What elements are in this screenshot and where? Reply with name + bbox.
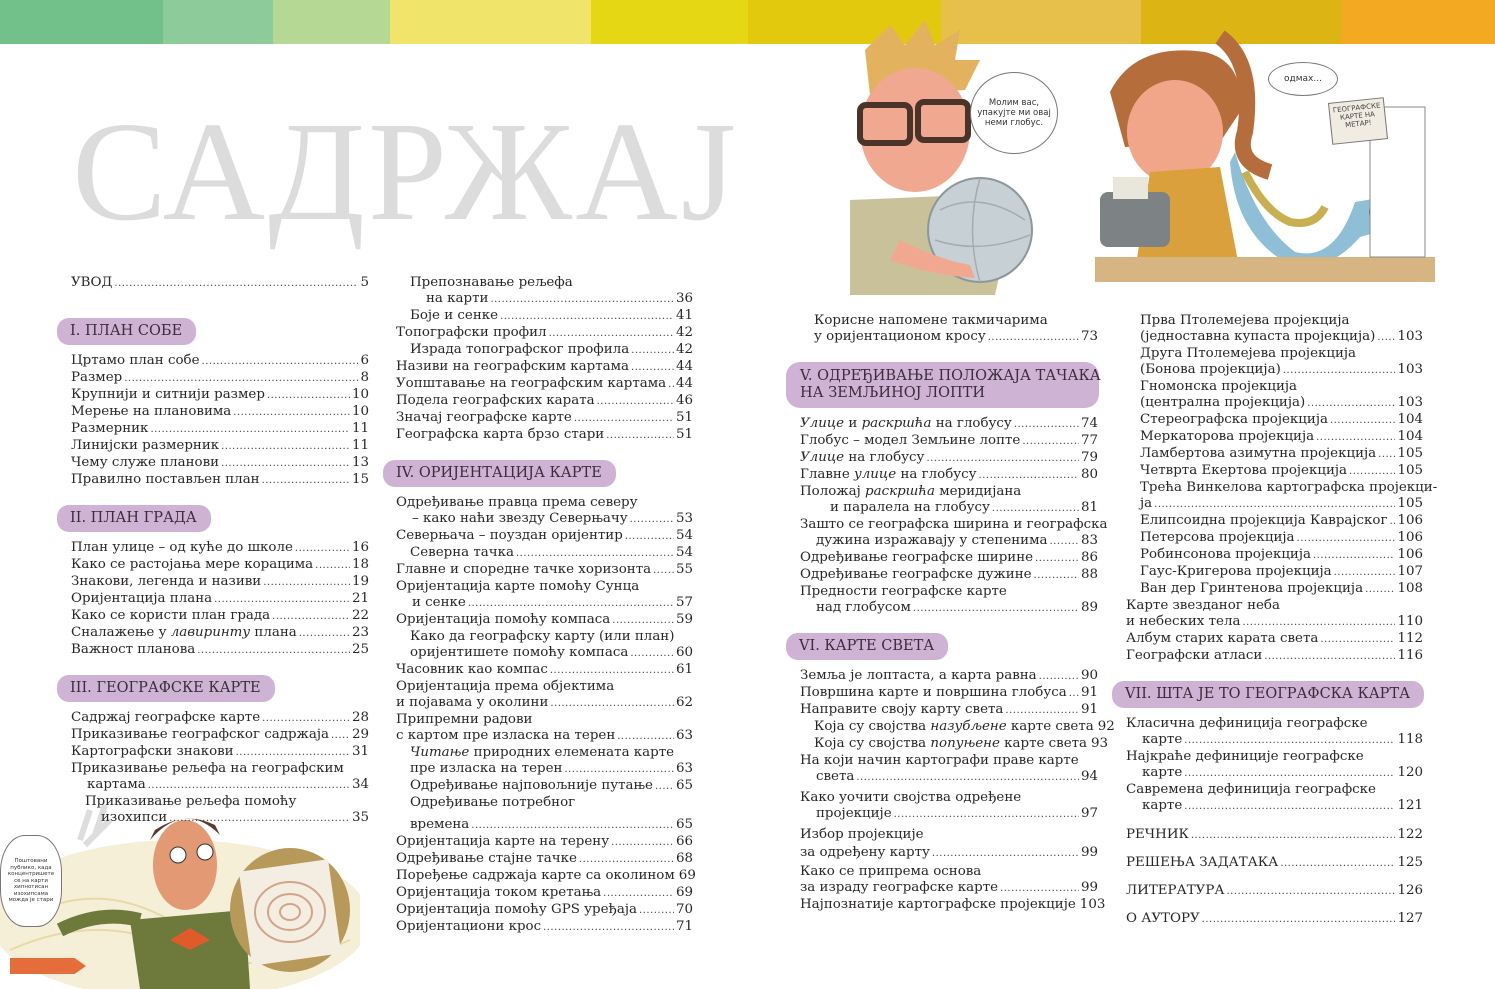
section-header-7: VII. ШТА ЈЕ ТО ГЕОГРАФСКА КАРТА — [1112, 681, 1424, 708]
toc-entry[interactable]: пре изласка на терен ..... 63 — [396, 761, 693, 778]
boy-with-globe-illustration — [830, 20, 1100, 295]
toc-entry[interactable]: пројекције ..... 97 — [800, 806, 1098, 823]
toc-entry[interactable]: (Бонова пројекција) ..... 103 — [1126, 362, 1423, 379]
toc-entry-line[interactable]: Приказивање рељефа на географским — [71, 761, 344, 776]
toc-column-2 — [396, 275, 696, 936]
toc-entry-line[interactable]: Карте звезданог неба — [1126, 598, 1280, 613]
toc-entry[interactable]: Сналажење у лавиринту плана ..... 23 — [71, 625, 369, 642]
toc-entry[interactable]: Важност планова ..... 25 — [71, 642, 369, 659]
toc-entry[interactable]: Цртамо план собе ..... 6 — [71, 353, 369, 370]
toc-entry-line[interactable]: Како уочити својства одређене — [800, 790, 1022, 805]
toc-entry[interactable]: Ван дер Гринтенова пројекција ..... 108 — [1126, 581, 1423, 598]
toc-column-1 — [71, 275, 369, 827]
toc-entry-glossary[interactable]: РЕЧНИК ..... 122 — [1126, 827, 1423, 844]
shop-sign: ГЕОГРАФСКЕ КАРТЕ НА МЕТАР! — [1328, 97, 1388, 145]
toc-entry[interactable]: Часовник као компас ..... 61 — [396, 662, 693, 679]
toc-entry[interactable]: Размер ..... 8 — [71, 370, 369, 387]
toc-column-4 — [1125, 313, 1438, 928]
toc-entry-line[interactable]: Како да географску карту (или план) — [410, 629, 675, 644]
toc-entry[interactable]: Топографски профил ..... 42 — [396, 325, 693, 342]
toc-entry[interactable]: и паралела на глобусу ..... 81 — [800, 500, 1098, 517]
toc-entry[interactable]: Израда топографског профила ..... 42 — [396, 342, 693, 359]
toc-entry[interactable]: над глобусом ..... 89 — [800, 600, 1098, 617]
toc-entry[interactable]: Оријентација помоћу GPS уређаја ..... 70 — [396, 902, 693, 919]
toc-entry[interactable]: Која су својства попуњене карте света 93 — [814, 736, 1109, 751]
toc-entry-about-author[interactable]: О АУТОРУ ..... 127 — [1126, 911, 1423, 928]
toc-entry[interactable]: Подела географских карата ..... 46 — [396, 393, 693, 410]
toc-entry[interactable]: Северњача – поуздан оријентир ..... 54 — [396, 528, 693, 545]
section-header-4: IV. ОРИЈЕНТАЦИЈА КАРТЕ — [383, 460, 616, 487]
toc-entry-line[interactable]: Друга Птолемејева пројекција — [1140, 346, 1357, 361]
professor-speech-bubble: Поштовани публико, када концентришете се на карти хипнотисан изохипсама можда је стари — [0, 835, 62, 927]
toc-entry[interactable]: Оријентација плана ..... 21 — [71, 591, 369, 608]
toc-entry[interactable]: Албум старих карата света ..... 112 — [1126, 631, 1423, 648]
toc-entry[interactable]: Картографски знакови ..... 31 — [71, 744, 369, 761]
toc-entry[interactable]: План улице – од куће до школе ..... 16 — [71, 540, 369, 557]
section-header-2: II. ПЛАН ГРАДА — [57, 505, 211, 532]
toc-entry[interactable]: Знакови, легенда и називи ..... 19 — [71, 574, 369, 591]
toc-entry[interactable]: Улице на глобусу ..... 79 — [800, 450, 1098, 467]
toc-entry[interactable]: Како се растојања мере корацима ..... 18 — [71, 557, 369, 574]
toc-entry[interactable]: за израду географске карте ..... 99 — [800, 880, 1098, 897]
toc-entry-line[interactable]: Најкраће дефиниције географске — [1126, 749, 1364, 764]
toc-entry-literature[interactable]: ЛИТЕРАТУРА ..... 126 — [1126, 883, 1423, 900]
toc-entry[interactable]: Петерсова пројекција ..... 106 — [1126, 530, 1423, 547]
color-segment — [0, 0, 163, 44]
toc-entry[interactable]: Одређивање најповољније путање ..... 65 — [396, 778, 693, 795]
toc-entry[interactable]: Главне улице на глобусу ..... 80 — [800, 467, 1098, 484]
toc-entry[interactable]: у оријентационом кросу ..... 73 — [800, 329, 1098, 346]
toc-entry[interactable]: Улице и раскршћа на глобусу ..... 74 — [800, 416, 1098, 433]
section-header-3: III. ГЕОГРАФСКЕ КАРТЕ — [57, 675, 275, 702]
toc-entry-line[interactable]: Предности географске карте — [800, 584, 1007, 599]
toc-entry[interactable]: Како се користи план града ..... 22 — [71, 608, 369, 625]
toc-entry[interactable]: Меркаторова пројекција ..... 104 — [1126, 429, 1423, 446]
section-header-5: V. ОДРЕЂИВАЊЕ ПОЛОЖАЈА ТАЧАКА НА ЗЕМЉИНОЈ ЛОПТИ — [786, 362, 1099, 408]
toc-entry[interactable]: времена ..... 65 — [396, 817, 693, 834]
toc-entry[interactable]: и појавама у околини ..... 62 — [396, 695, 693, 712]
toc-entry[interactable]: Оријентација карте на терену ..... 66 — [396, 834, 693, 851]
toc-entry-line[interactable]: Положај раскршћа меридијана — [800, 484, 1022, 499]
toc-entry[interactable]: изохипси ..... 35 — [71, 810, 369, 827]
toc-entry-line[interactable]: Приказивање рељефа помоћу — [85, 794, 297, 809]
toc-entry-intro[interactable]: УВОД ..... 5 — [71, 275, 369, 292]
toc-entry[interactable]: Поређење садржаја карте са околином 69 — [396, 868, 696, 883]
toc-entry[interactable]: Одређивање стајне тачке ..... 68 — [396, 851, 693, 868]
toc-entry[interactable]: Површина карте и површина глобуса ..... 91 — [800, 685, 1098, 702]
arrow-sign — [10, 958, 86, 974]
toc-entry-line[interactable]: Одређивање правца према северу — [396, 495, 638, 510]
toc-entry[interactable]: Оријентација помоћу компаса ..... 59 — [396, 612, 693, 629]
toc-entry[interactable]: (једноставна купаста пројекција) ..... 103 — [1126, 329, 1423, 346]
girl-selling-maps-illustration — [1095, 22, 1440, 294]
toc-entry-line[interactable]: Зашто се географска ширина и географска — [800, 517, 1108, 532]
toc-entry-solutions[interactable]: РЕШЕЊА ЗАДАТАКА ..... 125 — [1126, 855, 1423, 872]
toc-entry-line[interactable]: Трећа Винкелова картографска пројекци- — [1140, 480, 1438, 495]
toc-column-3 — [799, 313, 1115, 914]
boy-speech-bubble: Молим вас, упакујте ми овај неми глобус. — [970, 72, 1058, 154]
toc-entry[interactable]: Крупнији и ситнији размер ..... 10 — [71, 387, 369, 404]
toc-entry[interactable]: Најпознатије картографске пројекције 103 — [800, 897, 1106, 912]
toc-entry[interactable]: Одређивање географске ширине ..... 86 — [800, 550, 1098, 567]
toc-entry[interactable]: за одређену карту ..... 99 — [800, 845, 1098, 862]
toc-entry[interactable]: Одређивање географске дужине ..... 88 — [800, 567, 1098, 584]
toc-entry[interactable]: карте ..... 118 — [1126, 732, 1423, 749]
toc-entry[interactable]: Садржај географске карте ..... 28 — [71, 710, 369, 727]
color-segment — [390, 0, 591, 44]
toc-entry[interactable]: картама ..... 34 — [71, 777, 369, 794]
toc-entry[interactable]: Значај географске карте ..... 51 — [396, 410, 693, 427]
toc-entry[interactable]: ја ..... 105 — [1126, 496, 1423, 513]
toc-entry[interactable]: на карти ..... 36 — [396, 291, 693, 308]
toc-entry[interactable]: Размерник ..... 11 — [71, 421, 369, 438]
toc-entry-line[interactable]: Оријентација карте помоћу Сунца — [396, 579, 640, 594]
toc-entry[interactable]: Чему служе планови ..... 13 — [71, 455, 369, 472]
toc-entry-line[interactable]: Класична дефиниција географске — [1126, 716, 1368, 731]
section-header-1: I. ПЛАН СОБЕ — [57, 318, 196, 345]
toc-entry-line[interactable]: Како се припрема основа — [800, 864, 982, 879]
toc-entry[interactable]: (централна пројекција) ..... 103 — [1126, 395, 1423, 412]
toc-entry-line[interactable]: Савремена дефиниција географске — [1126, 782, 1376, 797]
toc-entry[interactable]: Оријентациони крос ..... 71 — [396, 919, 693, 936]
toc-entry-line[interactable]: Прва Птолемејева пројекција — [1140, 313, 1350, 328]
toc-entry[interactable]: Земља је лоптаста, а карта равна ..... 90 — [800, 668, 1098, 685]
toc-entry[interactable]: Глобус – модел Земљине лопте ..... 77 — [800, 433, 1098, 450]
toc-entry-line[interactable]: Оријентација према објектима — [396, 679, 615, 694]
toc-entry[interactable]: дужина изражавају у степенима ..... 83 — [800, 533, 1098, 550]
toc-entry[interactable]: карте ..... 120 — [1126, 765, 1423, 782]
toc-entry-line[interactable]: Читање природних елемената карте — [410, 745, 675, 760]
toc-entry-line[interactable]: Припремни радови — [396, 712, 533, 727]
girl-speech-bubble: одмах... — [1268, 62, 1338, 96]
toc-entry[interactable]: – како наћи звезду Северњачу ..... 53 — [396, 511, 693, 528]
toc-entry[interactable]: Називи на географским картама ..... 44 — [396, 359, 693, 376]
toc-entry-line[interactable]: Препознавање рељефа — [410, 275, 573, 290]
toc-entry-line[interactable]: Одређивање потребног — [410, 795, 576, 810]
page-title: САДРЖАЈ — [72, 92, 740, 250]
toc-entry[interactable]: Гаус-Кригерова пројекција ..... 107 — [1126, 564, 1423, 581]
toc-entry[interactable]: Која су својства назубљене карте света 92 — [814, 719, 1115, 734]
toc-entry[interactable]: Приказивање географског садржаја ..... 29 — [71, 727, 369, 744]
color-segment — [163, 0, 273, 44]
color-segment — [591, 0, 748, 44]
toc-entry[interactable]: карте ..... 121 — [1126, 798, 1423, 815]
toc-entry[interactable]: с картом пре изласка на терен ..... 63 — [396, 728, 693, 745]
toc-entry[interactable]: Линијски размерник ..... 11 — [71, 438, 369, 455]
toc-entry-line[interactable]: Корисне напомене такмичарима — [814, 313, 1048, 328]
toc-entry[interactable]: Направите своју карту света ..... 91 — [800, 702, 1098, 719]
toc-entry[interactable]: Географски атласи ..... 116 — [1126, 648, 1423, 665]
toc-entry[interactable]: Географска карта брзо стари ..... 51 — [396, 427, 693, 444]
toc-entry[interactable]: Северна тачка ..... 54 — [396, 545, 693, 562]
toc-entry[interactable]: Робинсонова пројекција ..... 106 — [1126, 547, 1423, 564]
toc-entry[interactable]: оријентишете помоћу компаса ..... 60 — [396, 645, 693, 662]
color-segment — [273, 0, 390, 44]
toc-entry[interactable]: Уопштавање на географским картама ..... 44 — [396, 376, 693, 393]
toc-entry[interactable]: и сенке ..... 57 — [396, 595, 693, 612]
toc-entry[interactable]: и небеских тела ..... 110 — [1126, 614, 1423, 631]
toc-entry[interactable]: Четврта Екертова пројекција ..... 105 — [1126, 463, 1423, 480]
toc-entry-line[interactable]: Избор пројекције — [800, 827, 924, 842]
toc-entry-line[interactable]: На који начин картографи праве карте — [800, 753, 1079, 768]
toc-entry[interactable]: Ламбертова азимутна пројекција ..... 105 — [1126, 446, 1423, 463]
toc-entry[interactable]: Правилно постављен план ..... 15 — [71, 472, 369, 489]
toc-entry[interactable]: Елипсоидна пројекција Каврајског ..... 106 — [1126, 513, 1423, 530]
section-header-6: VI. КАРТЕ СВЕТА — [786, 633, 948, 660]
toc-entry[interactable]: Главне и споредне тачке хоризонта ..... 55 — [396, 562, 693, 579]
toc-entry[interactable]: Оријентација током кретања ..... 69 — [396, 885, 693, 902]
toc-entry[interactable]: Боје и сенке ..... 41 — [396, 308, 693, 325]
toc-entry[interactable]: Стереографска пројекција ..... 104 — [1126, 412, 1423, 429]
toc-entry[interactable]: Мерење на плановима ..... 10 — [71, 404, 369, 421]
toc-entry-line[interactable]: Гномонска пројекција — [1140, 379, 1298, 394]
toc-entry[interactable]: света ..... 94 — [800, 769, 1098, 786]
